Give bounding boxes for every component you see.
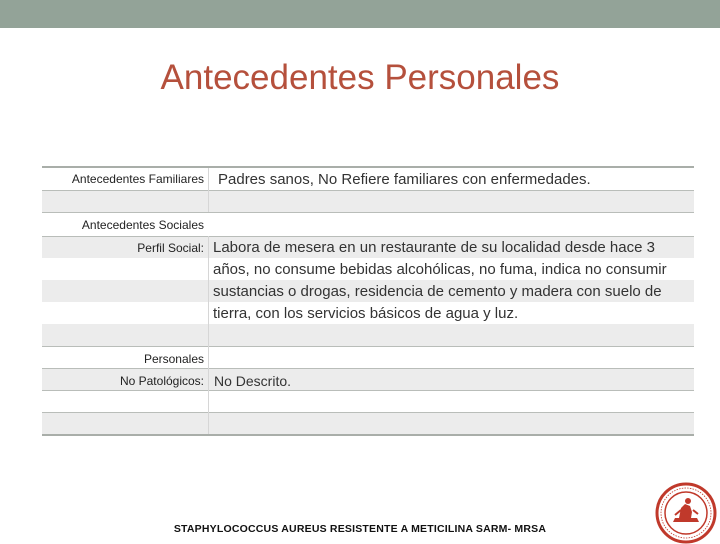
table-divider — [42, 390, 694, 391]
university-seal-icon — [655, 482, 717, 544]
column-divider — [208, 236, 209, 346]
table-divider — [42, 412, 694, 413]
no-patologicos-value: No Descrito. — [214, 373, 292, 389]
column-divider — [208, 168, 209, 190]
perfil-social-value: Labora de mesera en un restaurante de su localidad desde hace 3 años, no consume bebidas alcohólicas, no fuma, indica no consumir sustancias o drogas, residencia de cemento y madera con suelo de tierra, con los servicios básicos de agua y luz. — [213, 239, 667, 322]
table-row — [42, 324, 694, 346]
table-row — [42, 346, 694, 368]
table-divider — [42, 346, 694, 347]
column-divider — [208, 368, 209, 434]
table-divider — [42, 212, 694, 213]
footer-caption: STAPHYLOCOCCUS AUREUS RESISTENTE A METICILINA SARM- MRSA — [173, 523, 547, 535]
table-row — [42, 412, 694, 434]
table-bottom-border — [42, 434, 694, 436]
slide-title: Antecedentes Personales — [160, 58, 560, 97]
antecedentes-familiares-value: Padres sanos, No Refiere familiares con enfermedades. — [218, 171, 591, 188]
antecedentes-familiares-label: Antecedentes Familiares — [71, 172, 204, 186]
column-divider — [208, 346, 209, 368]
column-divider — [208, 190, 209, 212]
table-row — [42, 390, 694, 412]
table-row — [42, 190, 694, 212]
table-divider — [42, 368, 694, 369]
no-patologicos-label: No Patológicos: — [119, 374, 204, 388]
table-top-border — [42, 166, 694, 168]
perfil-social-label: Perfil Social: — [137, 241, 204, 255]
personales-label: Personales — [143, 352, 204, 366]
antecedentes-sociales-label: Antecedentes Sociales — [81, 218, 204, 232]
top-accent-bar — [0, 0, 720, 28]
